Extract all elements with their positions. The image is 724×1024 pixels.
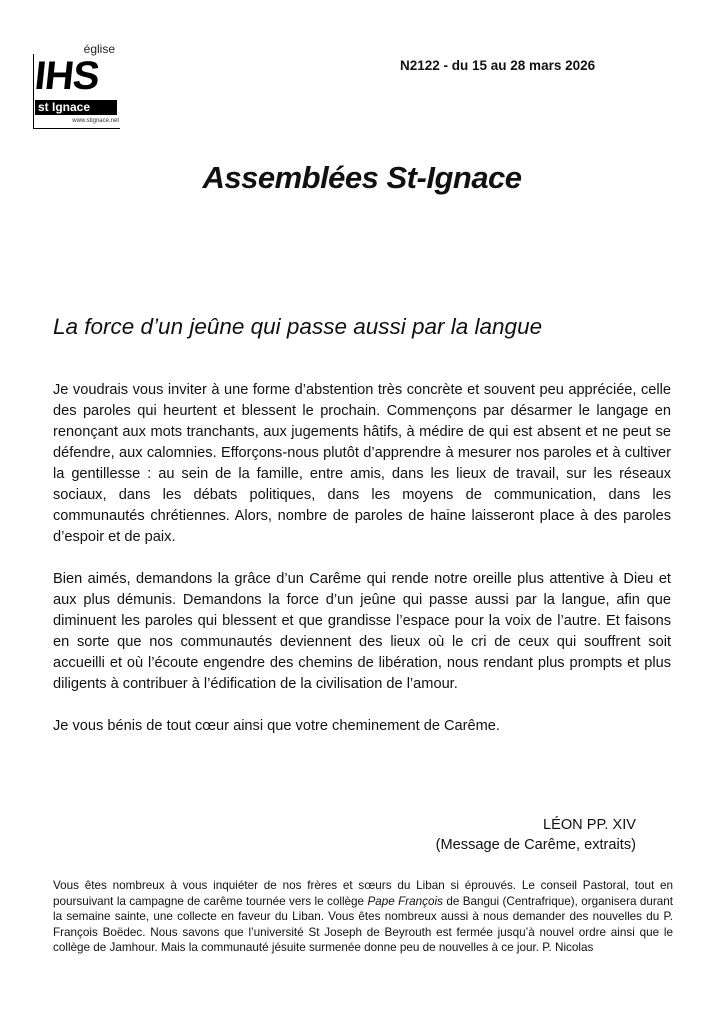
note-text-2: de Bangui (Centrafrique), organisera durant la semaine sainte, une collecte en faveur du Liban. Vous êtes nombreux aussi à nous demander des nouvelles du P. François Boëdec. Nous savons que l’université St Joseph de Beyrouth est fermée jusqu’à nouvel ordre ainsi que le collège de Jamhour. Mais la communauté jésuite surmenée donne peu de nouvelles à ce jour. P. Nicolas bbox=[53, 894, 674, 954]
signature-source: (Message de Carême, extraits) bbox=[435, 837, 636, 853]
article-body bbox=[53, 380, 671, 758]
signature-block bbox=[300, 815, 636, 855]
parish-logo bbox=[33, 42, 121, 128]
article-subtitle: La force d’un jeûne qui passe aussi par la langue bbox=[53, 314, 543, 339]
paragraph-3: Je vous bénis de tout cœur ainsi que votre cheminement de Carême. bbox=[53, 718, 500, 734]
logo-name: st Ignace bbox=[35, 100, 117, 115]
note-text-1: Vous êtes nombreux à vous inquiéter de nos frères et sœurs du Liban si éprouvés. Le conseil Pastoral, tout en poursuivant la campagne de carême tournée vers le collège bbox=[53, 879, 673, 908]
page-title: Assemblées St-Ignace bbox=[202, 160, 522, 195]
logo-mark: IHS bbox=[32, 54, 101, 98]
signature-name: LÉON PP. XIV bbox=[542, 817, 636, 833]
note-italic: Pape François bbox=[367, 894, 443, 908]
issue-number: N2122 - du 15 au 28 mars 2026 bbox=[400, 58, 596, 73]
parish-note bbox=[53, 878, 673, 956]
paragraph-2: Bien aimés, demandons la grâce d’un Carême qui rende notre oreille plus attentive à Dieu et aux plus démunis. Demandons la force d’un jeûne qui passe aussi par la langue, afin que diminuent les paroles qui blessent et que grandisse l’espace pour la voix de l’autre. Et faisons en sorte que nos communautés deviennent des lieux où le cri de ceux qui souffrent soit accueilli et où l’écoute engendre des chemins de libération, nous rendant plus prompts et plus diligents à contribuer à l’édification de la civilisation de l’amour. bbox=[53, 571, 671, 692]
logo-url: www.stignace.net bbox=[72, 118, 119, 124]
logo-top-word: église bbox=[83, 42, 115, 56]
paragraph-1: Je voudrais vous inviter à une forme d’abstention très concrète et souvent peu appréciée, celle des paroles qui heurtent et blessent le prochain. Commençons par désarmer le langage en renonçant aux mots tranchants, aux jugements hâtifs, à médire de qui est absent et ne peut se défendre, aux calomnies. Efforçons-nous plutôt d’apprendre à mesurer nos paroles et à cultiver la gentillesse : au sein de la famille, entre amis, dans les lieux de travail, sur les réseaux sociaux, dans les débats politiques, dans les moyens de communication, dans les communautés chrétiennes. Alors, nombre de paroles de haine laisseront place à des paroles d’espoir et de paix. bbox=[53, 382, 671, 545]
